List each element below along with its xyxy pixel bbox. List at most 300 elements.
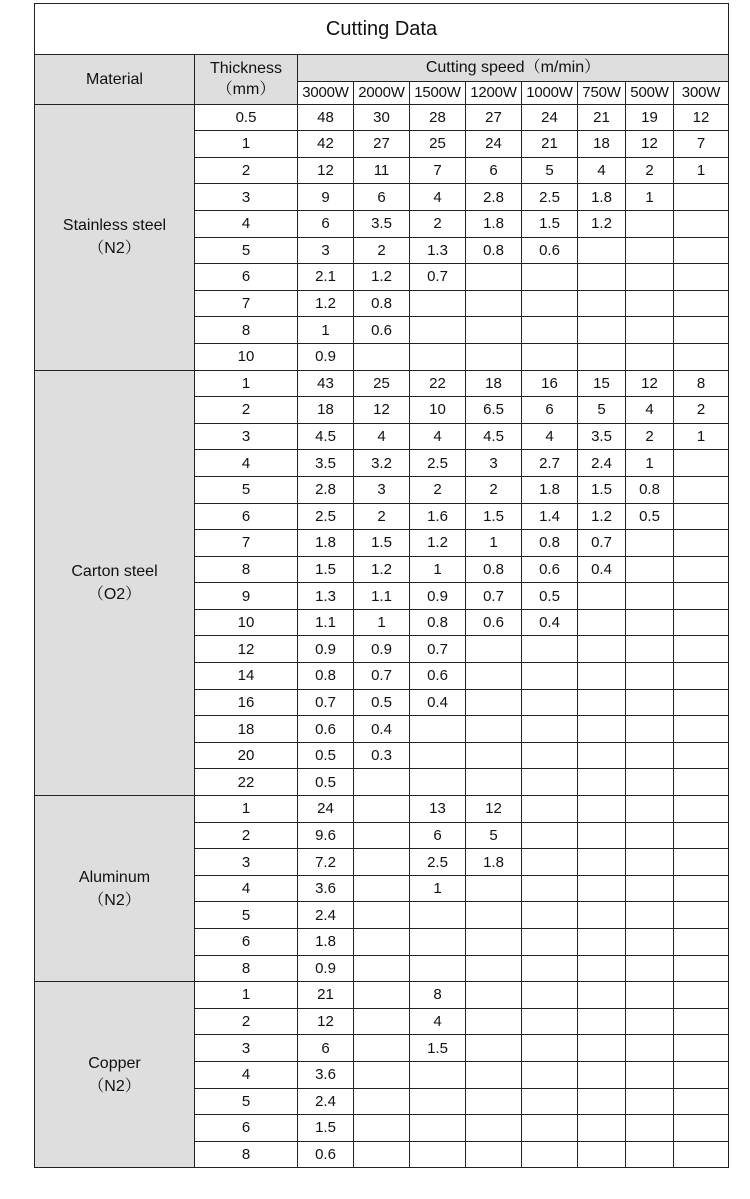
speed-cell: [674, 184, 729, 211]
speed-cell: 2.5: [522, 184, 578, 211]
speed-cell: [674, 663, 729, 690]
material-cell: [35, 796, 195, 982]
speed-cell: 1.3: [298, 583, 354, 610]
speed-cell: [626, 1088, 674, 1115]
speed-cell: 0.6: [298, 716, 354, 743]
speed-cell: 2: [410, 476, 466, 503]
speed-cell: 6: [410, 822, 466, 849]
speed-cell: 0.5: [522, 583, 578, 610]
speed-cell: [626, 237, 674, 264]
speed-cell: [410, 955, 466, 982]
speed-cell: 21: [578, 104, 626, 131]
speed-cell: 4: [410, 1008, 466, 1035]
speed-cell: 0.9: [298, 636, 354, 663]
speed-cell: 2: [626, 157, 674, 184]
speed-cell: [354, 796, 410, 823]
speed-cell: 1.8: [578, 184, 626, 211]
speed-cell: [578, 1008, 626, 1035]
speed-cell: 1.5: [578, 476, 626, 503]
speed-cell: [626, 1061, 674, 1088]
speed-cell: 0.8: [626, 476, 674, 503]
speed-cell: 1.2: [298, 290, 354, 317]
speed-cell: [522, 264, 578, 291]
speed-cell: 21: [298, 982, 354, 1009]
speed-cell: [578, 689, 626, 716]
speed-cell: [522, 955, 578, 982]
speed-cell: 0.9: [298, 343, 354, 370]
speed-cell: [578, 875, 626, 902]
speed-cell: [674, 982, 729, 1009]
thickness-cell: 20: [195, 742, 298, 769]
speed-cell: 1.2: [354, 556, 410, 583]
speed-cell: [466, 1035, 522, 1062]
speed-cell: [674, 237, 729, 264]
speed-cell: 2.8: [298, 476, 354, 503]
speed-cell: 4: [354, 423, 410, 450]
speed-cell: [626, 609, 674, 636]
speed-cell: [674, 210, 729, 237]
speed-cell: [578, 609, 626, 636]
speed-cell: [522, 343, 578, 370]
speed-cell: [578, 1115, 626, 1142]
speed-cell: 2.4: [298, 1088, 354, 1115]
speed-cell: [674, 1115, 729, 1142]
power-header: 2000W: [354, 81, 410, 104]
speed-cell: 2.5: [410, 450, 466, 477]
thickness-cell: 5: [195, 237, 298, 264]
thickness-cell: 3: [195, 1035, 298, 1062]
speed-cell: [578, 1061, 626, 1088]
speed-cell: 3.6: [298, 875, 354, 902]
speed-cell: [522, 1008, 578, 1035]
speed-cell: 4.5: [298, 423, 354, 450]
speed-cell: [522, 902, 578, 929]
speed-cell: [674, 689, 729, 716]
speed-cell: 1: [298, 317, 354, 344]
power-header: 750W: [578, 81, 626, 104]
speed-cell: [626, 929, 674, 956]
speed-cell: 5: [466, 822, 522, 849]
speed-cell: [674, 955, 729, 982]
material-cell: [35, 370, 195, 796]
speed-cell: 1.4: [522, 503, 578, 530]
speed-cell: 2.4: [578, 450, 626, 477]
speed-cell: 12: [298, 1008, 354, 1035]
speed-cell: [410, 1088, 466, 1115]
thickness-cell: 2: [195, 157, 298, 184]
speed-cell: [410, 742, 466, 769]
speed-cell: 1: [626, 184, 674, 211]
speed-cell: 0.7: [354, 663, 410, 690]
speed-cell: [674, 556, 729, 583]
thickness-cell: 3: [195, 184, 298, 211]
speed-cell: 0.4: [578, 556, 626, 583]
speed-cell: [354, 1088, 410, 1115]
speed-cell: 18: [578, 131, 626, 158]
speed-cell: [354, 875, 410, 902]
speed-cell: [522, 1035, 578, 1062]
speed-cell: [674, 1141, 729, 1168]
speed-cell: 7.2: [298, 849, 354, 876]
speed-cell: [522, 1141, 578, 1168]
speed-cell: [674, 849, 729, 876]
speed-cell: 1: [674, 423, 729, 450]
speed-cell: [626, 822, 674, 849]
assist-gas: （O2）: [87, 585, 142, 603]
speed-cell: [626, 955, 674, 982]
thickness-cell: 8: [195, 955, 298, 982]
speed-cell: [354, 929, 410, 956]
thickness-cell: 0.5: [195, 104, 298, 131]
material-name: Copper: [88, 1054, 141, 1072]
speed-cell: [674, 822, 729, 849]
speed-cell: [626, 317, 674, 344]
speed-cell: [522, 663, 578, 690]
speed-cell: 27: [354, 131, 410, 158]
speed-cell: [626, 769, 674, 796]
speed-cell: [522, 849, 578, 876]
thickness-cell: 1: [195, 370, 298, 397]
thickness-cell: 1: [195, 131, 298, 158]
speed-cell: 0.9: [298, 955, 354, 982]
speed-cell: 0.8: [522, 530, 578, 557]
speed-cell: [626, 556, 674, 583]
power-header: 300W: [674, 81, 729, 104]
speed-cell: 7: [410, 157, 466, 184]
speed-cell: 0.6: [354, 317, 410, 344]
speed-cell: [626, 663, 674, 690]
speed-cell: 0.9: [410, 583, 466, 610]
speed-cell: [466, 955, 522, 982]
speed-cell: [578, 716, 626, 743]
speed-cell: [578, 955, 626, 982]
table-row: [35, 370, 729, 397]
speed-cell: 1.2: [410, 530, 466, 557]
speed-cell: [626, 583, 674, 610]
speed-cell: 0.7: [466, 583, 522, 610]
speed-cell: 1.1: [298, 609, 354, 636]
speed-cell: [410, 1061, 466, 1088]
table-row: [35, 104, 729, 131]
speed-cell: 12: [626, 370, 674, 397]
assist-gas: （N2）: [88, 891, 141, 909]
speed-cell: [522, 982, 578, 1009]
speed-cell: 12: [626, 131, 674, 158]
speed-cell: [466, 290, 522, 317]
speed-cell: 24: [466, 131, 522, 158]
thickness-cell: 12: [195, 636, 298, 663]
thickness-cell: 18: [195, 716, 298, 743]
speed-cell: 0.8: [410, 609, 466, 636]
speed-cell: [674, 1088, 729, 1115]
speed-cell: 9.6: [298, 822, 354, 849]
assist-gas: （N2）: [88, 1077, 141, 1095]
speed-cell: 42: [298, 131, 354, 158]
speed-cell: [354, 822, 410, 849]
speed-cell: 2: [410, 210, 466, 237]
speed-cell: 3: [466, 450, 522, 477]
speed-cell: [674, 450, 729, 477]
thickness-cell: 1: [195, 982, 298, 1009]
speed-cell: [354, 902, 410, 929]
thickness-cell: 1: [195, 796, 298, 823]
speed-cell: [626, 716, 674, 743]
material-name: Carton steel: [71, 562, 158, 580]
speed-cell: 48: [298, 104, 354, 131]
thickness-cell: 4: [195, 210, 298, 237]
speed-cell: [578, 317, 626, 344]
speed-cell: [674, 583, 729, 610]
speed-cell: 1.8: [298, 929, 354, 956]
thickness-cell: 10: [195, 343, 298, 370]
thickness-cell: 3: [195, 849, 298, 876]
speed-cell: [354, 1115, 410, 1142]
speed-cell: 1.2: [578, 503, 626, 530]
speed-cell: [466, 636, 522, 663]
speed-cell: 1.1: [354, 583, 410, 610]
speed-cell: [674, 716, 729, 743]
speed-cell: 1: [410, 875, 466, 902]
speed-cell: 6: [522, 397, 578, 424]
speed-cell: 0.8: [298, 663, 354, 690]
speed-cell: [626, 796, 674, 823]
speed-cell: 3.5: [298, 450, 354, 477]
speed-cell: 0.5: [354, 689, 410, 716]
speed-cell: [626, 636, 674, 663]
thickness-cell: 4: [195, 875, 298, 902]
speed-cell: [522, 716, 578, 743]
speed-cell: [522, 769, 578, 796]
thickness-cell: 6: [195, 1115, 298, 1142]
speed-cell: 1: [354, 609, 410, 636]
thickness-cell: 2: [195, 822, 298, 849]
speed-cell: 2: [354, 237, 410, 264]
speed-cell: 2: [626, 423, 674, 450]
speed-cell: 1: [674, 157, 729, 184]
speed-cell: [674, 317, 729, 344]
speed-cell: [674, 1035, 729, 1062]
material-cell: [35, 104, 195, 370]
speed-cell: 0.6: [522, 556, 578, 583]
speed-cell: [626, 849, 674, 876]
speed-cell: 0.6: [410, 663, 466, 690]
speed-cell: 2: [674, 397, 729, 424]
thickness-cell: 5: [195, 476, 298, 503]
speed-cell: [466, 902, 522, 929]
assist-gas: （N2）: [88, 240, 141, 258]
speed-cell: 0.5: [298, 742, 354, 769]
speed-cell: 1.5: [298, 556, 354, 583]
speed-cell: 24: [298, 796, 354, 823]
speed-cell: 1.8: [466, 210, 522, 237]
speed-cell: 0.6: [466, 609, 522, 636]
speed-cell: 1.5: [354, 530, 410, 557]
speed-cell: 21: [522, 131, 578, 158]
thickness-cell: 6: [195, 503, 298, 530]
power-header: 1000W: [522, 81, 578, 104]
speed-cell: [674, 1061, 729, 1088]
speed-cell: [466, 875, 522, 902]
speed-cell: 3.2: [354, 450, 410, 477]
speed-cell: 0.5: [298, 769, 354, 796]
speed-cell: 1.5: [298, 1115, 354, 1142]
thickness-cell: 16: [195, 689, 298, 716]
speed-cell: [410, 716, 466, 743]
thickness-cell: 22: [195, 769, 298, 796]
speed-cell: 10: [410, 397, 466, 424]
speed-cell: 4: [410, 184, 466, 211]
speed-cell: 15: [578, 370, 626, 397]
speed-cell: 2.5: [298, 503, 354, 530]
thickness-cell: 5: [195, 1088, 298, 1115]
speed-cell: 1.5: [410, 1035, 466, 1062]
speed-cell: 4: [578, 157, 626, 184]
speed-cell: [466, 929, 522, 956]
speed-cell: [522, 1115, 578, 1142]
speed-cell: 1: [626, 450, 674, 477]
table-body: [35, 104, 729, 1168]
speed-cell: [626, 1115, 674, 1142]
speed-cell: 1.8: [466, 849, 522, 876]
speed-cell: [578, 849, 626, 876]
speed-cell: [626, 742, 674, 769]
speed-cell: 3: [354, 476, 410, 503]
speed-cell: 4: [522, 423, 578, 450]
speed-cell: [466, 982, 522, 1009]
speed-cell: [410, 1115, 466, 1142]
speed-cell: 8: [674, 370, 729, 397]
speed-cell: [626, 264, 674, 291]
speed-cell: 1.2: [354, 264, 410, 291]
speed-cell: [626, 689, 674, 716]
cutting-speed-header: Cutting speed（m/min）: [298, 55, 729, 82]
speed-cell: [674, 1008, 729, 1035]
speed-cell: [410, 343, 466, 370]
speed-cell: [354, 982, 410, 1009]
thickness-cell: 2: [195, 1008, 298, 1035]
table-row: [35, 796, 729, 823]
material-name: Stainless steel: [62, 217, 167, 235]
speed-cell: 0.8: [466, 556, 522, 583]
speed-cell: 0.8: [354, 290, 410, 317]
speed-cell: [578, 1035, 626, 1062]
thickness-cell: 7: [195, 290, 298, 317]
speed-cell: [522, 290, 578, 317]
speed-cell: [626, 343, 674, 370]
thickness-cell: 2: [195, 397, 298, 424]
speed-cell: [466, 689, 522, 716]
speed-cell: 0.4: [354, 716, 410, 743]
speed-cell: 25: [354, 370, 410, 397]
speed-cell: 0.4: [522, 609, 578, 636]
speed-cell: [578, 902, 626, 929]
thickness-cell: 10: [195, 609, 298, 636]
speed-cell: [674, 476, 729, 503]
speed-cell: [410, 769, 466, 796]
speed-cell: 22: [410, 370, 466, 397]
power-header: 500W: [626, 81, 674, 104]
speed-cell: 30: [354, 104, 410, 131]
speed-cell: [466, 1088, 522, 1115]
speed-cell: 7: [674, 131, 729, 158]
speed-cell: [354, 1141, 410, 1168]
speed-cell: 12: [674, 104, 729, 131]
speed-cell: [466, 317, 522, 344]
speed-cell: [674, 875, 729, 902]
speed-cell: [578, 663, 626, 690]
thickness-cell: 3: [195, 423, 298, 450]
speed-cell: 1.2: [578, 210, 626, 237]
speed-cell: [578, 742, 626, 769]
speed-cell: 2: [354, 503, 410, 530]
speed-cell: 43: [298, 370, 354, 397]
speed-cell: 1.5: [466, 503, 522, 530]
speed-cell: 4: [410, 423, 466, 450]
speed-cell: [626, 1035, 674, 1062]
speed-cell: [578, 237, 626, 264]
speed-cell: [466, 1008, 522, 1035]
speed-cell: [466, 716, 522, 743]
speed-cell: 13: [410, 796, 466, 823]
thickness-cell: 8: [195, 317, 298, 344]
speed-cell: 3: [298, 237, 354, 264]
speed-cell: [626, 902, 674, 929]
speed-cell: 2.1: [298, 264, 354, 291]
speed-cell: 1.5: [522, 210, 578, 237]
speed-cell: [674, 742, 729, 769]
thickness-cell: 6: [195, 929, 298, 956]
speed-cell: [626, 530, 674, 557]
power-header: 1200W: [466, 81, 522, 104]
speed-cell: 0.6: [522, 237, 578, 264]
speed-cell: [522, 742, 578, 769]
speed-cell: [466, 663, 522, 690]
speed-cell: [354, 343, 410, 370]
speed-cell: 2: [466, 476, 522, 503]
thickness-cell: 4: [195, 1061, 298, 1088]
speed-cell: 6: [466, 157, 522, 184]
speed-cell: 1.8: [522, 476, 578, 503]
speed-cell: [410, 929, 466, 956]
thickness-header-unit: （mm）: [216, 81, 276, 99]
speed-cell: [626, 210, 674, 237]
title-row: [35, 4, 729, 55]
speed-cell: 28: [410, 104, 466, 131]
speed-cell: [354, 1008, 410, 1035]
thickness-cell: 8: [195, 556, 298, 583]
thickness-cell: 9: [195, 583, 298, 610]
speed-cell: 1: [466, 530, 522, 557]
speed-cell: 0.7: [410, 636, 466, 663]
speed-cell: [522, 636, 578, 663]
speed-cell: [522, 929, 578, 956]
speed-cell: [522, 822, 578, 849]
speed-cell: [674, 609, 729, 636]
speed-cell: [674, 929, 729, 956]
speed-cell: 5: [578, 397, 626, 424]
table-row: [35, 982, 729, 1009]
speed-cell: [674, 769, 729, 796]
speed-cell: [674, 343, 729, 370]
speed-cell: 24: [522, 104, 578, 131]
speed-cell: 18: [466, 370, 522, 397]
speed-cell: 6.5: [466, 397, 522, 424]
thickness-cell: 4: [195, 450, 298, 477]
power-header: 1500W: [410, 81, 466, 104]
power-header: 3000W: [298, 81, 354, 104]
speed-cell: [578, 929, 626, 956]
table-title: Cutting Data: [35, 4, 729, 55]
